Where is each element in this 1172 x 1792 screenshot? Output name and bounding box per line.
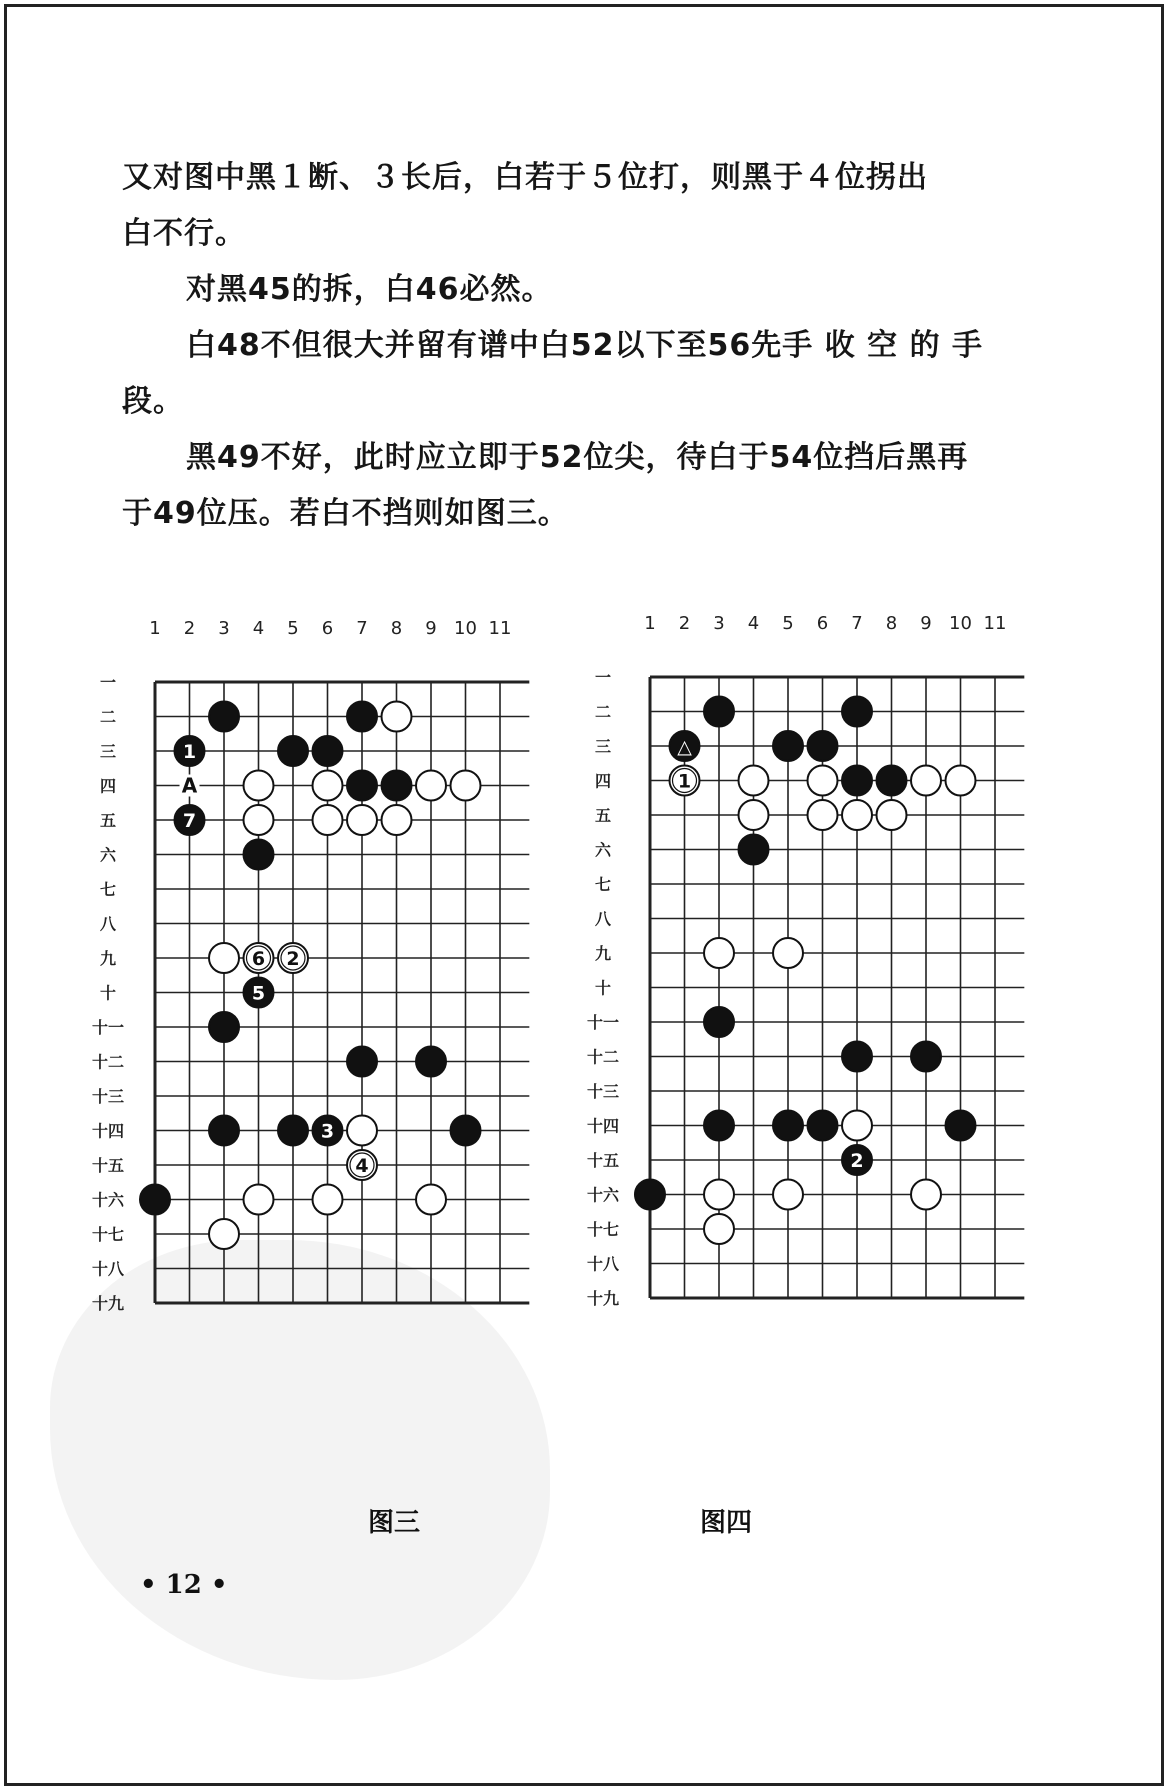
fig3-stone-black [347,771,377,801]
page-number: • 12 • [140,1570,228,1600]
fig3-row-label: 十五 [91,1156,125,1175]
fig3-row-label: 十三 [91,1087,125,1106]
fig4-stone-white [704,1214,734,1244]
fig3-stone-white [382,805,412,835]
fig4-stone-white [842,800,872,830]
fig3-stone-white [347,1116,377,1146]
fig4-stone-black [635,1180,665,1210]
fig3-col-label: 5 [287,618,299,639]
fig4-stone-white [946,766,976,796]
fig4-stone-white [704,938,734,968]
fig4-col-label: 9 [920,613,932,634]
fig4-col-label: 10 [949,613,972,634]
fig4-stone-white [773,938,803,968]
fig4-row-label: 九 [594,944,612,963]
fig3-mark: A [181,773,198,798]
fig3-stone-black [347,1047,377,1077]
caption-fig3: 图三 [368,1508,421,1538]
fig4-col-label: 5 [782,613,794,634]
svg-text:1: 1 [182,741,197,763]
fig3-row-label: 十九 [91,1294,125,1313]
paragraph-3-line-1: 白48不但很大并留有谱中白52以下至56先手 收 空 的 手 [186,328,984,363]
fig3-col-label: 10 [454,618,477,639]
fig4-col-label: 11 [983,613,1007,634]
svg-text:3: 3 [320,1120,335,1143]
fig3-stone-white [313,1185,343,1215]
fig4-row-label: 五 [594,806,612,825]
fig3-row-label: 十八 [91,1259,125,1279]
fig3-stone-black [347,702,377,732]
paragraph-2: 对黑45的拆，白46必然。 [186,272,553,307]
fig4-stone-white [704,1180,734,1210]
svg-text:2: 2 [286,948,300,970]
fig3-row-label: 十七 [91,1225,125,1244]
fig4-stone-black [739,835,769,865]
fig3-row-label: 三 [99,742,117,761]
fig3-row-label: 十二 [91,1052,125,1072]
fig3-row-label: 七 [99,880,117,899]
fig4-stone-black [704,1007,734,1037]
fig3-stone-white [244,1185,274,1215]
fig4-stone-black [946,1111,976,1141]
fig3-row-label: 十六 [91,1190,125,1210]
fig4-row-label: 二 [594,702,612,722]
fig4-row-label: 十四 [586,1116,620,1136]
fig4-stone-white [739,800,769,830]
fig4-stone-black [773,731,803,761]
fig4-row-label: 十九 [586,1289,620,1308]
fig3-stone-black [278,1116,308,1146]
paragraph-3-line-2: 段。 [122,384,184,419]
fig4-stone-white [877,800,907,830]
svg-text:5: 5 [251,982,266,1005]
svg-text:6: 6 [251,948,266,970]
fig3-row-label: 二 [99,707,117,727]
fig3-row-label: 十 [99,983,117,1003]
fig4-stone-black [808,1111,838,1141]
fig3-stone-white [244,771,274,801]
fig3-col-label: 8 [390,618,403,639]
svg-text:7: 7 [182,810,197,832]
fig4-row-label: 十 [594,978,612,998]
fig3-col-label: 9 [425,618,437,639]
fig3-stone-white [244,943,274,973]
go-diagram-fig3 [80,610,560,1390]
fig3-col-label: 1 [149,618,161,639]
fig3-stone-black [209,1012,239,1042]
fig4-stone-black [773,1111,803,1141]
fig3-stone-white [313,771,343,801]
fig3-stone-black [313,1116,343,1146]
fig4-stone-white [773,1180,803,1210]
fig4-stone-black [704,1111,734,1141]
fig3-stone-white [451,771,481,801]
fig4-stone-white [911,1180,941,1210]
fig4-col-label: 3 [713,613,725,634]
fig4-stone-white [911,766,941,796]
fig4-col-label: 2 [678,613,691,634]
fig3-row-label: 九 [99,949,117,968]
fig4-stone-black [877,766,907,796]
go-diagram-fig4 [575,605,1065,1385]
fig4-stone-black [842,697,872,727]
fig4-col-label: 7 [851,613,863,634]
fig4-row-label: 七 [594,875,612,894]
fig3-stone-black [313,736,343,766]
fig4-row-label: 十五 [586,1151,620,1170]
fig3-stone-white [347,1150,377,1180]
fig4-stone-black [911,1042,941,1072]
fig3-stone-black [209,702,239,732]
fig4-row-label: 十三 [586,1082,620,1101]
fig4-stone-white [842,1111,872,1141]
svg-text:1: 1 [677,770,692,793]
fig4-stone-black [704,697,734,727]
fig3-stone-black [175,736,205,766]
fig3-col-label: 6 [321,618,334,639]
fig4-row-label: 十七 [586,1220,620,1239]
fig4-stone-white [808,800,838,830]
fig3-stone-black [175,805,205,835]
fig3-row-label: 八 [99,914,117,934]
paragraph-1-line-1: 又对图中黑１断、３长后，白若于５位打，则黑于４位拐出 [122,160,928,195]
fig3-stone-black [209,1116,239,1146]
fig3-stone-black [244,840,274,870]
fig3-stone-black [451,1116,481,1146]
fig4-row-label: 八 [594,909,612,929]
fig3-col-label: 2 [183,618,196,639]
svg-text:2: 2 [850,1150,864,1172]
fig4-stone-black [842,1042,872,1072]
fig4-col-label: 8 [885,613,898,634]
fig4-stone-black [842,766,872,796]
fig4-row-label: 六 [594,840,612,860]
fig3-col-label: 3 [218,618,230,639]
paragraph-1-line-2: 白不行。 [122,216,246,251]
paragraph-4-line-1: 黑49不好，此时应立即于52位尖，待白于54位挡后黑再 [186,440,969,475]
fig4-stone-black [808,731,838,761]
fig3-row-label: 十一 [91,1018,125,1037]
fig4-stone-white [808,766,838,796]
fig3-stone-black [140,1185,170,1215]
fig4-stone-white [670,766,700,796]
fig4-col-label: 6 [816,613,829,634]
fig3-col-label: 11 [488,618,512,639]
fig4-row-label: 十六 [586,1185,620,1205]
fig3-stone-black [416,1047,446,1077]
fig3-stone-black [244,978,274,1008]
fig3-stone-white [244,805,274,835]
fig4-row-label: 十二 [586,1047,620,1067]
fig4-col-label: 1 [644,613,656,634]
fig3-col-label: 4 [252,618,265,639]
svg-text:△: △ [677,736,692,758]
fig3-row-label: 四 [99,776,117,796]
svg-text:4: 4 [355,1155,369,1177]
fig3-row-label: 一 [99,673,117,692]
fig4-row-label: 一 [594,668,612,687]
fig3-stone-white [416,771,446,801]
fig3-stone-white [313,805,343,835]
fig3-row-label: 六 [99,845,117,865]
fig3-col-label: 7 [356,618,368,639]
fig3-row-label: 五 [99,811,117,830]
fig4-row-label: 十八 [586,1254,620,1274]
fig4-row-label: 十一 [586,1013,620,1032]
fig4-stone-black [670,731,700,761]
fig3-stone-white [347,805,377,835]
fig3-stone-white [209,1219,239,1249]
fig3-stone-white [278,943,308,973]
fig3-stone-white [209,943,239,973]
fig4-stone-white [739,766,769,796]
fig4-col-label: 4 [747,613,760,634]
fig4-row-label: 三 [594,737,612,756]
paragraph-4-line-2: 于49位压。若白不挡则如图三。 [122,496,569,531]
fig3-stone-white [416,1185,446,1215]
fig3-stone-white [382,702,412,732]
fig4-stone-black [842,1145,872,1175]
fig3-row-label: 十四 [91,1121,125,1141]
fig3-stone-black [278,736,308,766]
fig3-stone-black [382,771,412,801]
fig4-row-label: 四 [594,771,612,791]
caption-fig4: 图四 [700,1508,753,1538]
